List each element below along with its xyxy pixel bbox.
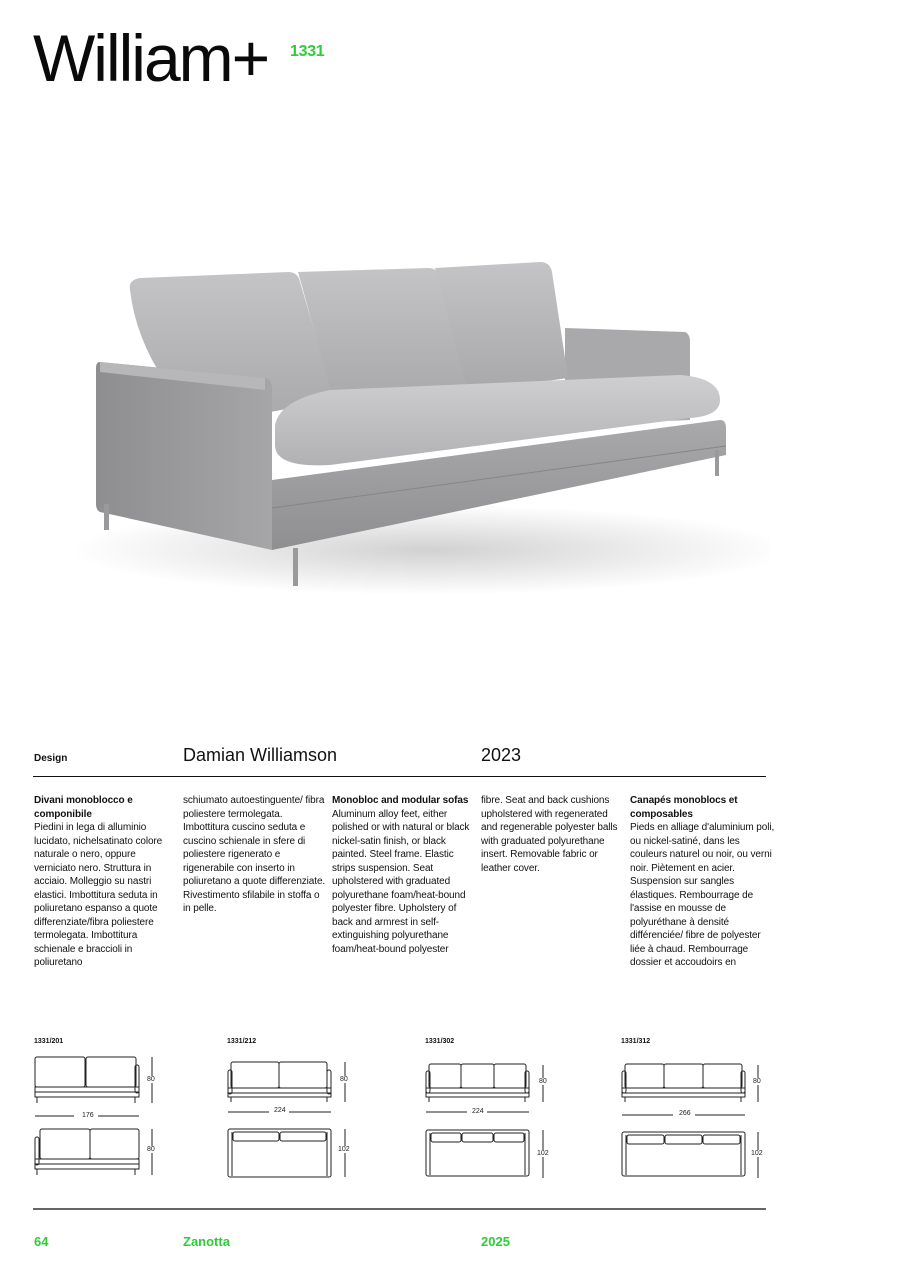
- catalog-year: 2025: [481, 1234, 510, 1249]
- english-text-1: Aluminum alloy feet, either polished or with natural or black nickel-satin finish, or black painted. Steel frame. Elastic strips suspension. Seat upholstered with graduated polyurethane foam/heat-bound polyester fibre. Upholstery of back and armrest in self-extinguishing polyurethane foam/heat-bound polyester: [332, 808, 470, 955]
- height-dim: 80: [147, 1146, 155, 1153]
- depth-dim: 102: [537, 1150, 549, 1157]
- product-title: William+: [33, 21, 269, 95]
- italian-text-2: schiumato autoestinguente/ fibra poliestere termolegata. Imbottitura cuscino seduta e cuscino schienale in sfere di poliestere rigenerato e rigenerabile con inserto in poliuretano a quote differenziate. Rivestimento sfilabile in stoffa o in pelle.: [183, 795, 326, 914]
- description-italian-cont: [183, 794, 328, 916]
- description-italian: [34, 794, 179, 970]
- drawing-312: [621, 1063, 771, 1183]
- italian-text-1: Piedini in lega di alluminio lucidato, nichelsatinato colore naturale o nero, oppure verniciato nero. Struttura in acciaio. Molleggio su nastri elastici. Imbottitura seduta in poliuretano espanso a quote differenziate/fibra poliestere termolegata. Imbottitura schienale e braccioli in poliuretano: [34, 822, 163, 968]
- french-heading: Canapés monoblocs et composables: [630, 795, 738, 820]
- designer-name: Damian Williamson: [183, 745, 338, 765]
- width-dim: 224: [472, 1108, 484, 1115]
- drawing-front-201: [34, 1055, 164, 1175]
- product-code: 1331: [290, 43, 325, 60]
- french-text-1: Pieds en alliage d'aluminium poli, ou nickel-satiné, dans les couleurs naturel ou noir, ou verni noir. Piètement en acier. Suspension sur sangles élastiques. Rembourrage de l'assise en mousse de polyuréthane à densité différenciée/ fibre de polyester liée à chaud. Rembourrage dossier et accoudoirs en: [630, 822, 775, 968]
- model-code: 1331/212: [227, 1038, 257, 1045]
- page-number: 64: [34, 1234, 49, 1249]
- divider: [33, 776, 766, 777]
- italian-heading: Divani monoblocco e componibile: [34, 795, 133, 820]
- drawing-302: [425, 1063, 555, 1183]
- description-english: [332, 794, 477, 956]
- height-dim: 80: [753, 1078, 761, 1085]
- design-year: 2023: [481, 745, 522, 765]
- width-dim: 266: [679, 1110, 691, 1117]
- depth-dim: 102: [338, 1146, 350, 1153]
- english-heading: Monobloc and modular sofas: [332, 795, 469, 806]
- design-label: Design: [34, 753, 68, 764]
- sofa-photo: [30, 250, 770, 610]
- height-dim: 80: [340, 1076, 348, 1083]
- footer-divider: [33, 1208, 766, 1210]
- model-code: 1331/312: [621, 1038, 651, 1045]
- width-dim: 224: [274, 1107, 286, 1114]
- brand-name: Zanotta: [183, 1234, 230, 1249]
- model-code: 1331/302: [425, 1038, 455, 1045]
- english-text-2: fibre. Seat and back cushions upholstered with regenerated and regenerable polyester balls with graduated polyurethane insert. Removable fabric or leather cover.: [481, 795, 618, 874]
- width-dim: 176: [82, 1112, 94, 1119]
- description-english-cont: [481, 794, 626, 875]
- model-code: 1331/201: [34, 1038, 64, 1045]
- description-french: [630, 794, 775, 970]
- height-dim: 80: [147, 1076, 155, 1083]
- height-dim: 80: [539, 1078, 547, 1085]
- depth-dim: 102: [751, 1150, 763, 1157]
